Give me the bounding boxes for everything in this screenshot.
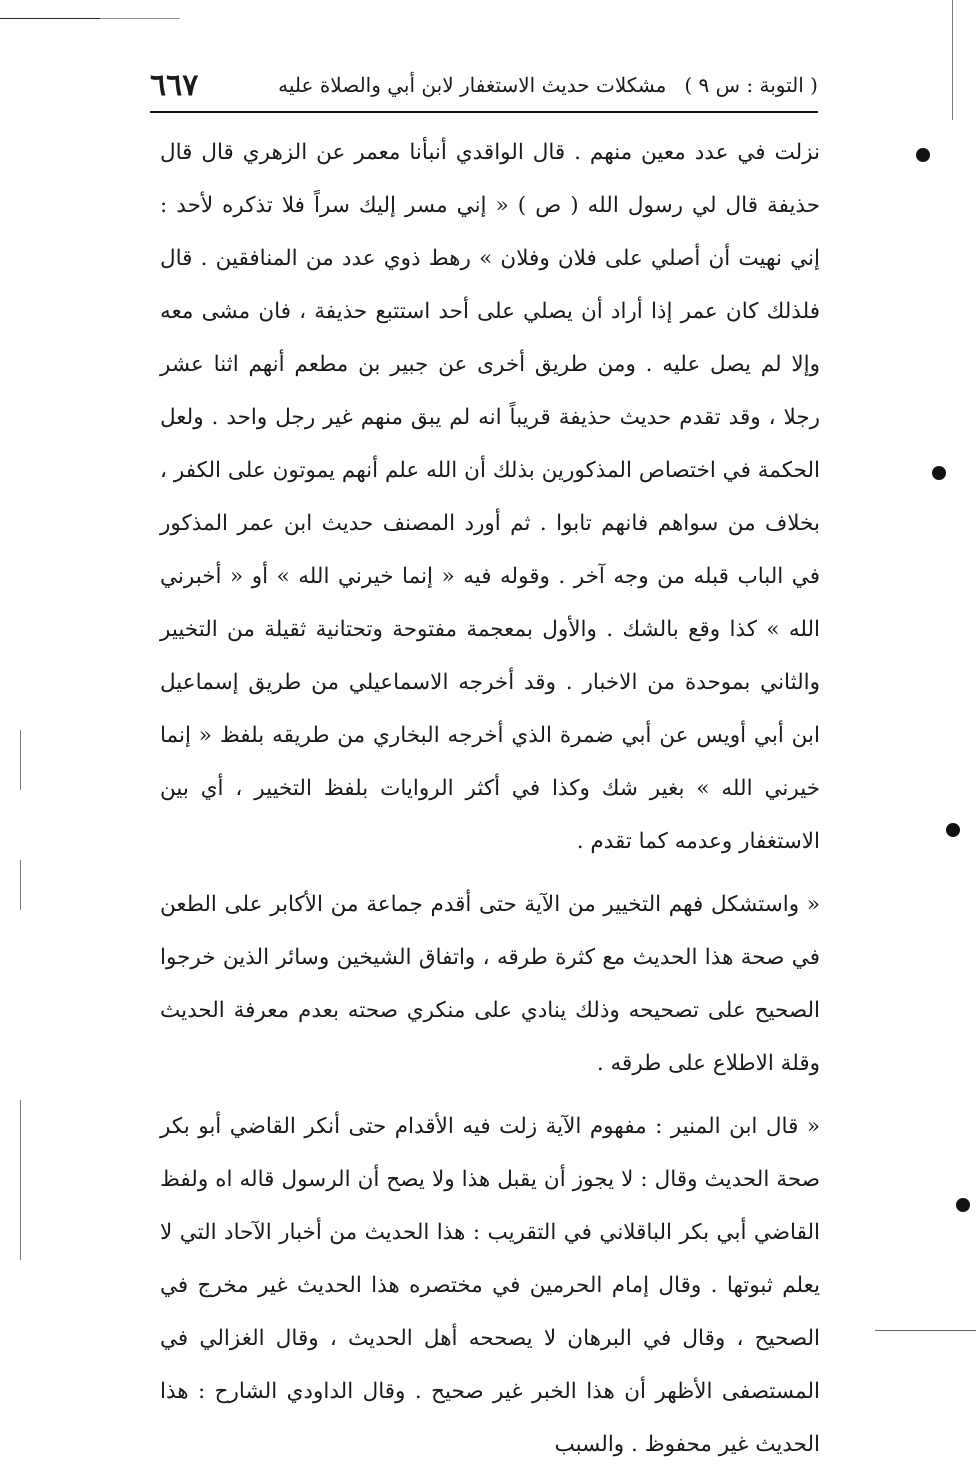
header-title: مشكلات حديث الاستغفار لابن أبي والصلاة عليه: [278, 73, 667, 97]
scan-right-edge: [952, 0, 953, 120]
scan-top-rule-faint: [100, 18, 180, 19]
header-rule: [150, 111, 818, 113]
scan-left-edge-3: [20, 1100, 21, 1260]
binding-hole-dot: [956, 1198, 970, 1212]
page-number: ٦٦٧: [150, 67, 199, 103]
paragraph: نزلت في عدد معين منهم . قال الواقدي أنبأنا معمر عن الزهري قال قال حذيفة قال لي رسول الله ( ص ) « إني مسر إليك سراً فلا تذكره لأحد : إني نهيت أن أصلي على فلان وفلان » رهط ذوي عدد من المنافقين . قال فلذلك كان عمر إذا أراد أن يصلي على أحد استتبع حذيفة ، فان مشى معه وإلا لم يصل عليه . ومن طريق أخرى عن جبير بن مطعم أنهم اثنا عشر رجلا ، وقد تقدم حديث حذيفة قريباً انه لم يبق منهم غير رجل واحد . ولعل الحكمة في اختصاص المذكورين بذلك أن الله علم أنهم يموتون على الكفر ، بخلاف من سواهم فانهم تابوا . ثم أورد المصنف حديث ابن عمر المذكور في الباب قبله من وجه آخر . وقوله فيه « إنما خيرني الله » أو « أخبرني الله » كذا وقع بالشك . والأول بمعجمة مفتوحة وتحتانية ثقيلة من التخيير والثاني بموحدة من الاخبار . وقد أخرجه الاسماعيلي من طريق إسماعيل ابن أبي أويس عن أبي ضمرة الذي أخرجه البخاري من طريقه بلفظ « إنما خيرني الله » بغير شك وكذا في أكثر الروايات بلفظ التخيير ، أي بين الاستغفار وعدمه كما تقدم .: [160, 140, 820, 854]
paragraph: « قال ابن المنير : مفهوم الآية زلت فيه الأقدام حتى أنكر القاضي أبو بكر صحة الحديث وقال : لا يجوز أن يقبل هذا ولا يصح أن الرسول قاله اه ولفظ القاضي أبي بكر الباقلاني في التقريب : هذا الحديث من أخبار الآحاد التي لا يعلم ثبوتها . وقال إمام الحرمين في مختصره هذا الحديث غير مخرج في الصحيح ، وقال في البرهان لا يصححه أهل الحديث ، وقال الغزالي في المستصفى الأظهر أن هذا الخبر غير صحيح . وقال الداودي الشارح : هذا الحديث غير محفوظ . والسبب: [160, 1114, 820, 1457]
scan-left-edge-1: [20, 730, 21, 790]
scan-top-rule: [0, 18, 100, 19]
binding-hole-dot: [932, 466, 946, 480]
running-header: [150, 64, 818, 106]
surah-reference: ( التوبة : س ٩ ): [684, 73, 818, 97]
binding-hole-dot: [916, 148, 930, 162]
page-body: [160, 126, 820, 1471]
binding-hole-dot: [946, 823, 960, 837]
scan-bottom-rule: [875, 1330, 976, 1331]
scan-left-edge-2: [20, 860, 21, 910]
paragraph: « واستشكل فهم التخيير من الآية حتى أقدم جماعة من الأكابر على الطعن في صحة هذا الحديث مع كثرة طرقه ، واتفاق الشيخين وسائر الذين خرجوا الصحيح على تصحيحه وذلك ينادي على منكري صحته بعدم معرفة الحديث وقلة الاطلاع على طرقه .: [160, 892, 820, 1076]
